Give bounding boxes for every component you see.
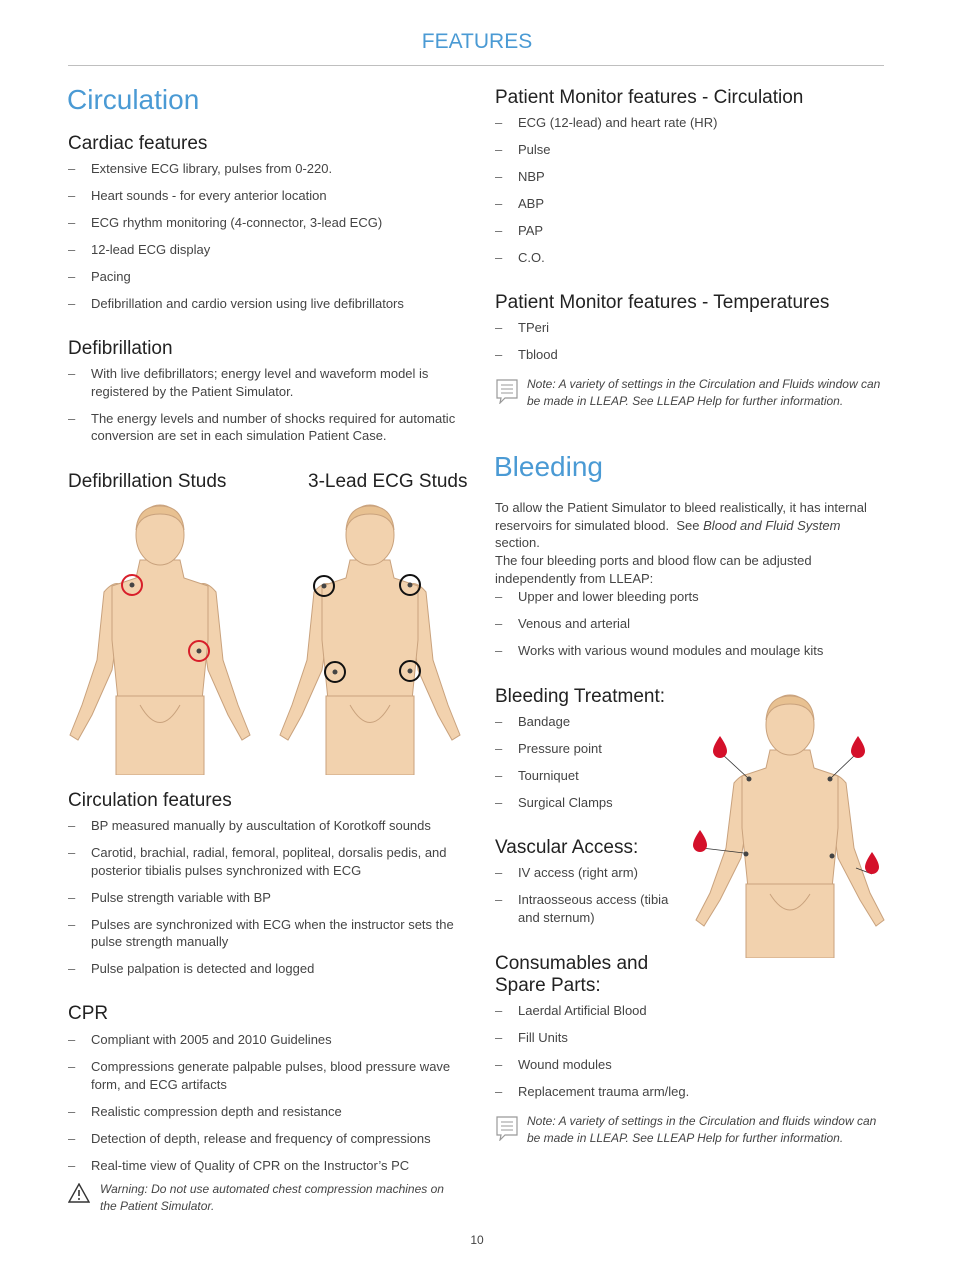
list-item: – Pulses are synchronized with ECG when the instructor sets the pulse strength manually <box>68 916 463 951</box>
list-item: – TPeri <box>495 319 885 337</box>
bleeding-ports-intro: The four bleeding ports and blood flow can be adjusted independently from LLEAP: <box>495 553 812 586</box>
mannequin-illustration <box>280 505 460 775</box>
defibrillation-heading: Defibrillation <box>68 338 173 359</box>
list-item: – Surgical Clamps <box>495 794 675 812</box>
monitor-temperatures-list <box>495 319 885 373</box>
list-item: – Pulse <box>495 141 885 159</box>
monitor-circulation-list <box>495 114 885 276</box>
note-icon <box>495 378 519 404</box>
cardiac-heading: Cardiac features <box>68 133 208 154</box>
list-item: – Real-time view of Quality of CPR on the Instructor’s PC <box>68 1157 463 1175</box>
bleeding-ports-figure <box>686 688 888 958</box>
defibrillation-list <box>68 365 463 454</box>
bleeding-treatment-list <box>495 713 675 821</box>
defib-studs-label: Defibrillation Studs <box>68 471 227 492</box>
list-item: – Intraosseous access (tibia and sternum) <box>495 891 670 926</box>
list-item: – Laerdal Artificial Blood <box>495 1002 885 1020</box>
list-item: – Works with various wound modules and moulage kits <box>495 642 885 660</box>
circulation-features-heading: Circulation features <box>68 790 232 811</box>
note-icon <box>495 1115 519 1141</box>
list-item: – ABP <box>495 195 885 213</box>
header-divider <box>68 65 884 66</box>
list-item: – Fill Units <box>495 1029 885 1047</box>
consumables-note: Note: A variety of settings in the Circulation and fluids window can be made in LLEAP. See LLEAP Help for further information. <box>527 1114 877 1145</box>
list-item: – With live defibrillators; energy level and waveform model is registered by the Patient Simulator. <box>68 365 463 400</box>
list-item: – Compliant with 2005 and 2010 Guidelines <box>68 1031 463 1049</box>
list-item: – Pacing <box>68 268 468 286</box>
list-item: – ECG rhythm monitoring (4-connector, 3-lead ECG) <box>68 214 468 232</box>
monitor-circulation-heading: Patient Monitor features - Circulation <box>495 87 804 108</box>
list-item: – BP measured manually by auscultation of Korotkoff sounds <box>68 817 463 835</box>
blood-drop-icon <box>851 736 865 758</box>
list-item: – Compressions generate palpable pulses, blood pressure wave form, and ECG artifacts <box>68 1058 463 1093</box>
cardiac-list <box>68 160 468 322</box>
blood-drop-icon <box>713 736 727 758</box>
cpr-list <box>68 1031 463 1184</box>
cpr-heading: CPR <box>68 1003 109 1024</box>
section-title: FEATURES <box>421 30 533 53</box>
list-item: – PAP <box>495 222 885 240</box>
list-item: – Tblood <box>495 346 885 364</box>
list-item: – ECG (12-lead) and heart rate (HR) <box>495 114 885 132</box>
list-item: – Tourniquet <box>495 767 675 785</box>
list-item: – Pulse strength variable with BP <box>68 889 463 907</box>
vascular-access-heading: Vascular Access: <box>495 837 639 858</box>
cpr-warning: Warning: Do not use automated chest compression machines on the Patient Simulator. <box>100 1182 444 1213</box>
list-item: – Venous and arterial <box>495 615 885 633</box>
bleeding-treatment-heading: Bleeding Treatment: <box>495 686 666 707</box>
vascular-access-list <box>495 864 670 936</box>
bleeding-intro: To allow the Patient Simulator to bleed realistically, it has internal reservoirs for simulated blood. See Blood and Fluid System section. <box>495 500 867 550</box>
list-item: – Defibrillation and cardio version using live defibrillators <box>68 295 468 313</box>
blood-drop-icon <box>693 830 707 852</box>
circulation-features-list <box>68 817 463 987</box>
list-item: – Bandage <box>495 713 675 731</box>
mannequin-illustration <box>696 695 884 958</box>
list-item: – C.O. <box>495 249 885 267</box>
list-item: – Pressure point <box>495 740 675 758</box>
warning-icon <box>68 1183 90 1203</box>
list-item: – Extensive ECG library, pulses from 0-220. <box>68 160 468 178</box>
consumables-list <box>495 1002 885 1110</box>
list-item: – The energy levels and number of shocks required for automatic conversion are set in each simulation Patient Case. <box>68 410 463 445</box>
consumables-heading: Consumables and Spare Parts: <box>495 953 649 996</box>
bleeding-reference: Blood and Fluid System <box>703 517 841 533</box>
mannequin-illustration <box>70 505 250 775</box>
monitor-note: Note: A variety of settings in the Circulation and Fluids window can be made in LLEAP. See LLEAP Help for further information. <box>527 377 881 408</box>
list-item: – Carotid, brachial, radial, femoral, popliteal, dorsalis pedis, and posterior tibialis pulses synchronized with ECG <box>68 844 463 879</box>
list-item: – IV access (right arm) <box>495 864 670 882</box>
blood-drop-icon <box>865 852 879 874</box>
monitor-temperatures-heading: Patient Monitor features - Temperatures <box>495 292 830 313</box>
bleeding-list <box>495 588 885 669</box>
list-item: – Heart sounds - for every anterior location <box>68 187 468 205</box>
list-item: – NBP <box>495 168 885 186</box>
bleeding-title: Bleeding <box>494 451 603 482</box>
list-item: – Wound modules <box>495 1056 885 1074</box>
ecg-studs-label: 3-Lead ECG Studs <box>308 471 468 492</box>
ecg-studs-figure <box>272 500 468 775</box>
list-item: – Detection of depth, release and frequency of compressions <box>68 1130 463 1148</box>
page-number: 10 <box>470 1233 484 1247</box>
list-item: – 12-lead ECG display <box>68 241 468 259</box>
list-item: – Replacement trauma arm/leg. <box>495 1083 885 1101</box>
list-item: – Upper and lower bleeding ports <box>495 588 885 606</box>
defibrillation-studs-figure <box>62 500 258 775</box>
circulation-title: Circulation <box>67 84 200 115</box>
list-item: – Realistic compression depth and resistance <box>68 1103 463 1121</box>
list-item: – Pulse palpation is detected and logged <box>68 960 463 978</box>
